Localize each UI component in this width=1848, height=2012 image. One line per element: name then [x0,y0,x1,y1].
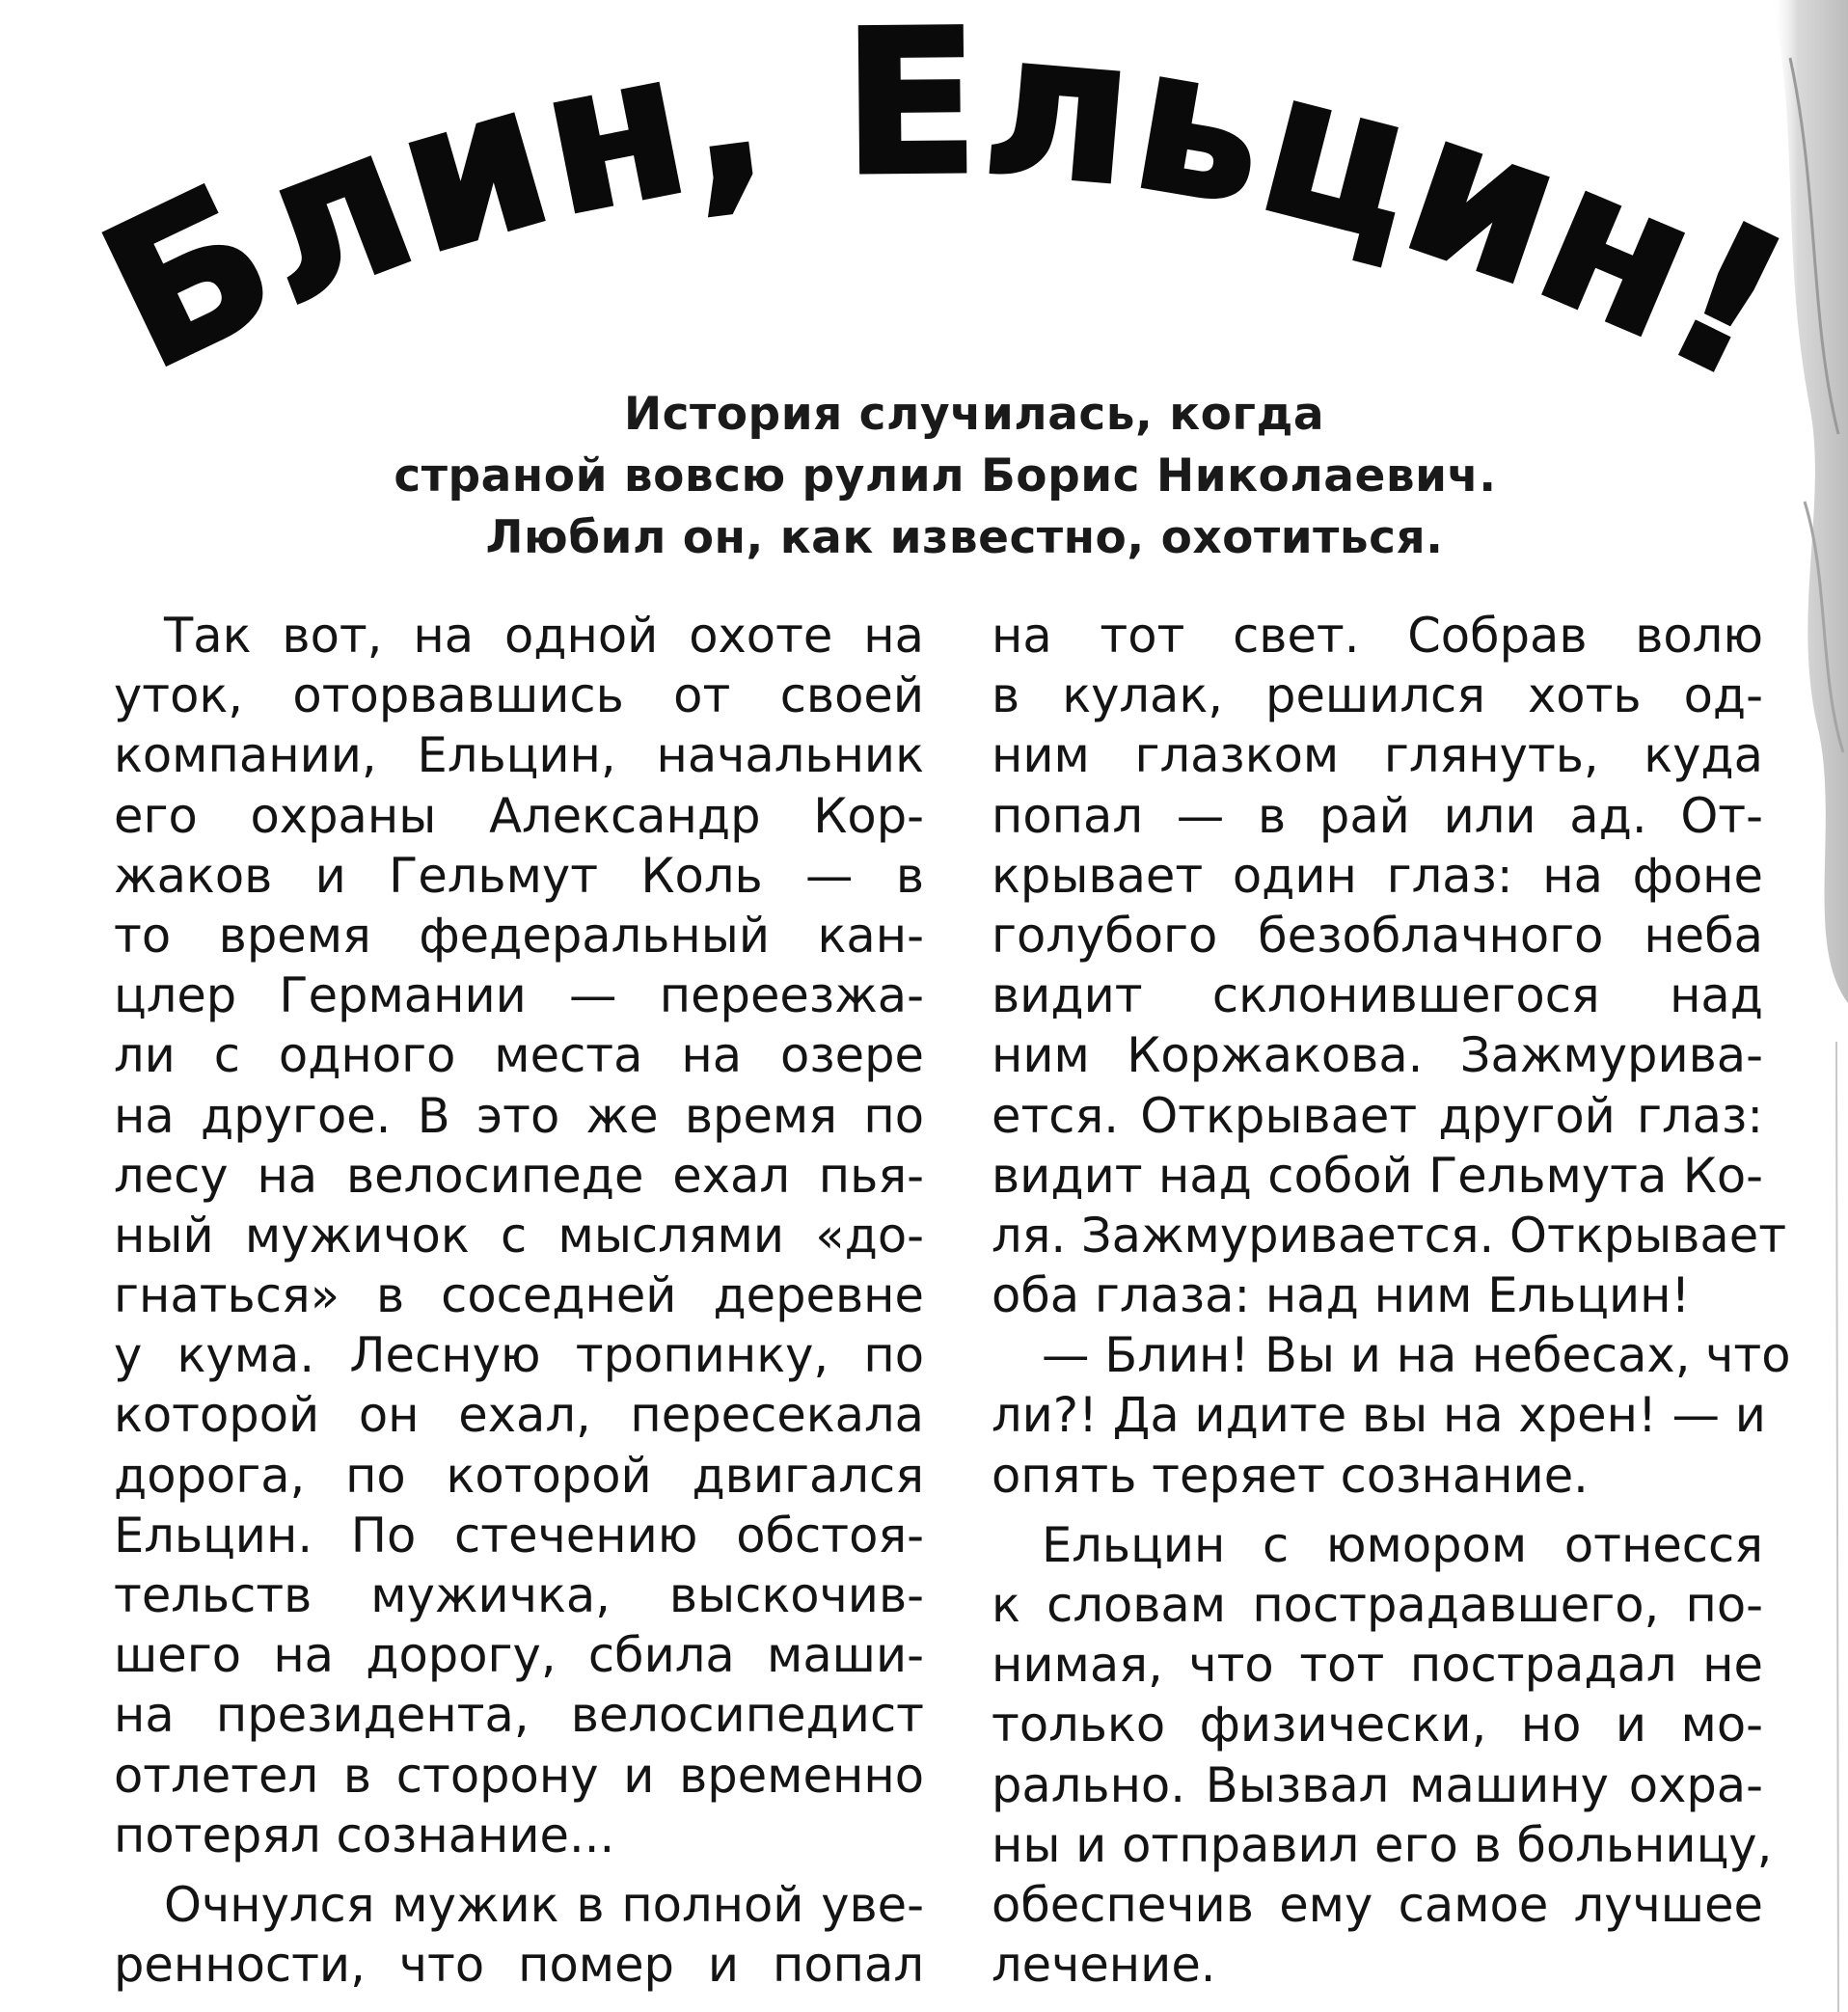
text-line: ный мужичок с мыслями «до- [114,1207,924,1264]
text-line: гнаться» в соседней деревне [114,1267,924,1324]
headline-title: Блин, Ельцин! [71,0,1820,425]
article-column-left [114,606,924,1995]
text-line: которой он ехал, пересекала [114,1387,924,1444]
text-line: шего на дорогу, сбила маши- [114,1627,924,1684]
text-line: Ельцин. По стечению обстоя- [114,1507,924,1563]
text-line: у кума. Лесную тропинку, по [114,1327,924,1384]
text-line: потерял сознание... [114,1807,615,1863]
subheadline-line-2: страной вовсю рулил Борис Николаевич. [394,449,1497,503]
text-line: ется. Открывает другой глаз: [992,1087,1763,1144]
text-line: — Блин! Вы и на небесах, что [1042,1327,1791,1384]
text-line: жаков и Гельмут Коль — в [114,847,924,904]
text-line: ны и отправил его в больницу, [992,1816,1773,1873]
text-line: цлер Германии — переезжа- [114,967,924,1024]
text-line: лечение. [992,1937,1216,1994]
text-line: обеспечив ему самое лучшее [992,1876,1763,1933]
text-line: Так вот, на одной охоте на [164,608,924,664]
article-column-right [992,606,1791,1995]
text-line: то время федеральный кан- [114,907,924,964]
text-line: на тот свет. Собрав волю [992,608,1763,664]
text-line: попал — в рай или ад. От- [992,787,1763,844]
text-line: ним Коржакова. Зажмурива- [992,1027,1763,1084]
text-line: его охраны Александр Кор- [114,787,924,844]
text-line: лесу на велосипеде ехал пья- [114,1147,924,1204]
text-line: ли с одного места на озере [114,1027,924,1084]
text-line: ренности, что помер и попал [114,1937,924,1994]
text-line: крывает один глаз: на фоне [992,847,1763,904]
text-line: к словам пострадавшего, по- [992,1577,1763,1633]
text-line: голубого безоблачного неба [992,907,1763,964]
text-line: тельств мужичка, выскочив- [114,1567,924,1623]
text-line: опять теряет сознание. [992,1447,1589,1504]
text-line: видит над собой Гельмута Ко- [992,1147,1763,1204]
text-line: на другое. В это же время по [114,1087,924,1144]
subheadline [318,384,1572,569]
text-line: на президента, велосипедист [114,1687,924,1744]
text-line: в кулак, решился хоть од- [992,667,1763,724]
text-line: нимая, что тот пострадал не [992,1637,1763,1694]
text-line: только физически, но и мо- [992,1697,1763,1754]
text-line: Очнулся мужик в полной уве- [164,1876,924,1933]
subheadline-line-1: История случилась, когда [623,388,1325,441]
text-line: компании, Ельцин, начальник [114,727,924,784]
text-line: отлетел в сторону и временно [114,1747,924,1804]
text-line: дорога, по которой двигался [114,1447,924,1504]
text-line: рально. Вызвал машину охра- [992,1756,1763,1813]
text-line: ним глазком глянуть, куда [992,727,1763,784]
text-line: ли?! Да идите вы на хрен! — и [992,1387,1766,1444]
text-line: видит склонившегося над [992,967,1763,1024]
subheadline-line-3: Любил он, как известно, охотиться. [485,511,1444,564]
text-line: оба глаза: над ним Ельцин! [992,1267,1691,1324]
text-line: ля. Зажмуривается. Открывает [992,1207,1787,1264]
text-line: Ельцин с юмором отнесся [1042,1516,1763,1573]
text-line: уток, оторвавшись от своей [114,667,924,724]
